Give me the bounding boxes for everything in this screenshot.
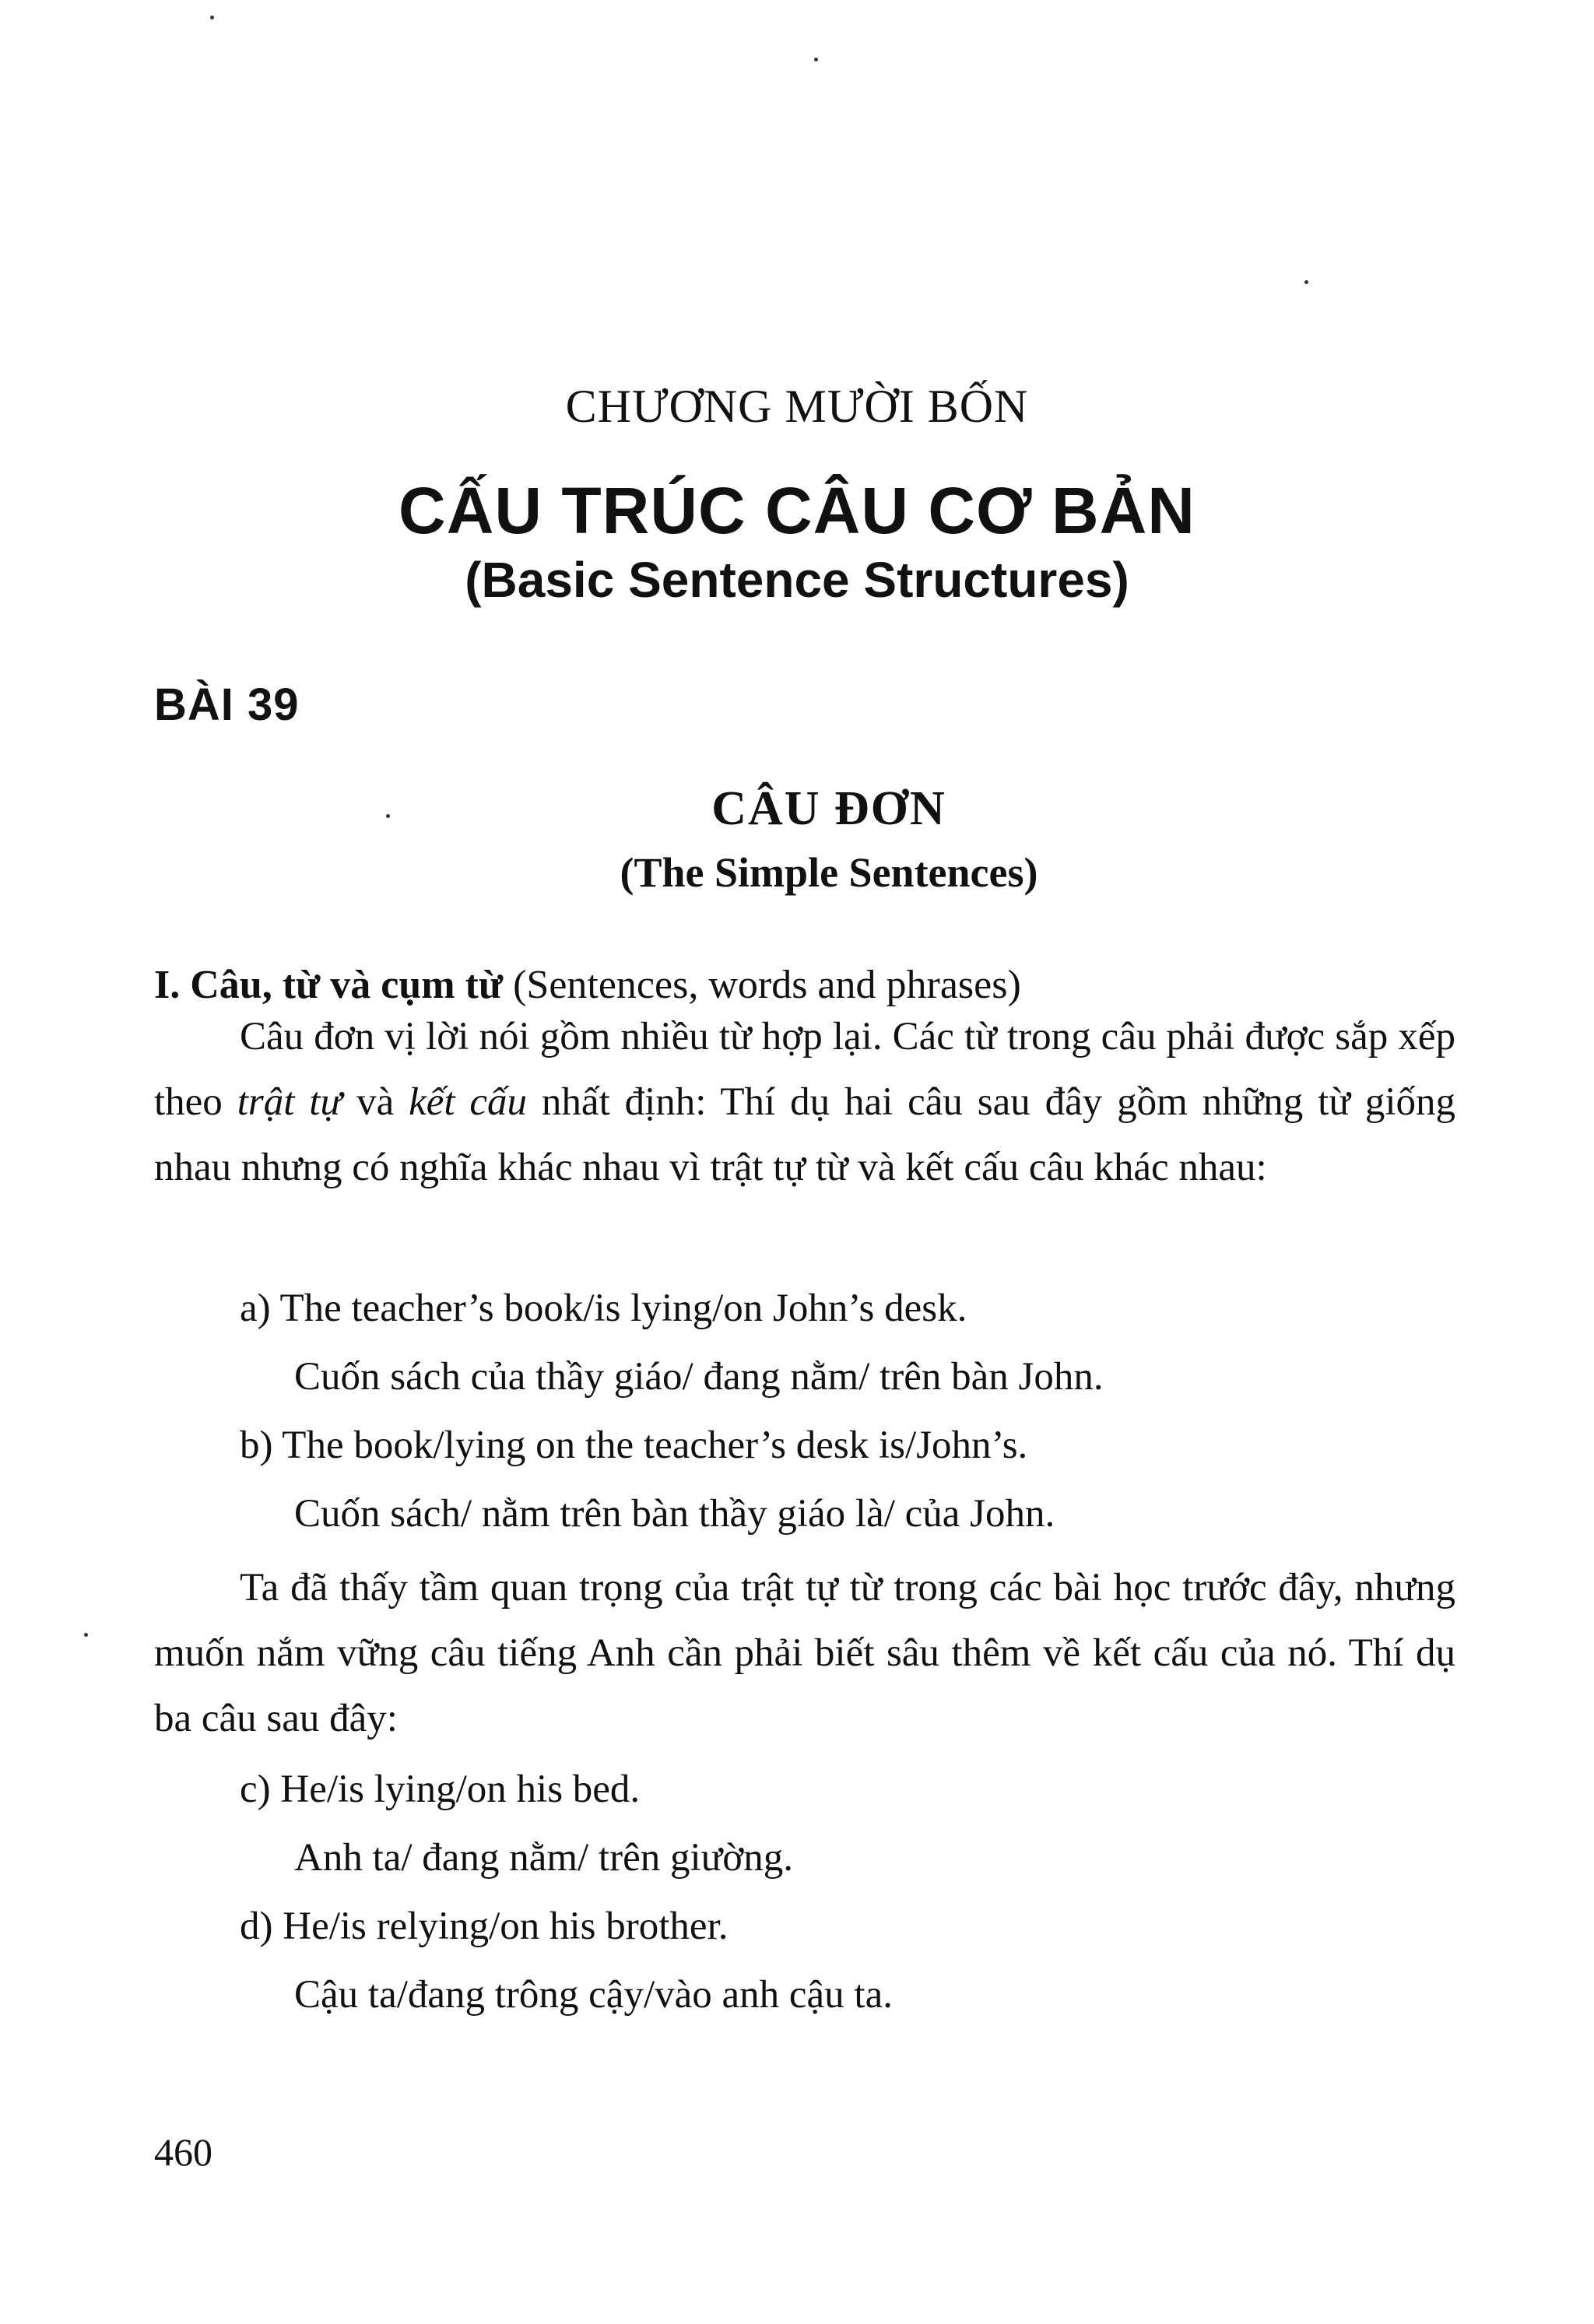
scan-speck bbox=[210, 16, 214, 19]
paragraph-1-part2: và bbox=[342, 1080, 409, 1124]
example-d-english: d) He/is relying/on his brother. bbox=[240, 1904, 729, 1948]
section-heading-rest: (Sentences, words and phrases) bbox=[503, 963, 1021, 1007]
paragraph-1 bbox=[154, 1004, 1455, 1200]
lesson-label: BÀI 39 bbox=[154, 679, 300, 730]
paragraph-1-part1: Câu đơn vị lời nói gồm nhiều từ hợp lại. Các từ trong câu phải được sắp xếp theo bbox=[154, 1015, 1455, 1124]
example-d-vietnamese: Cậu ta/đang trông cậy/vào anh cậu ta. bbox=[294, 1973, 893, 2017]
example-a-english: a) The teacher’s book/is lying/on John’s desk. bbox=[240, 1287, 967, 1330]
scan-speck bbox=[84, 1633, 88, 1637]
chapter-title: CẤU TRÚC CÂU CƠ BẢN bbox=[398, 474, 1196, 547]
paragraph-2: Ta đã thấy tầm quan trọng của trật tự từ trong các bài học trước đây, nhưng muốn nắm vững câu tiếng Anh cần phải biết sâu thêm về kết cấu của nó. Thí dụ ba câu sau đây: bbox=[154, 1566, 1455, 1740]
lesson-title: CÂU ĐƠN bbox=[711, 782, 946, 835]
example-c-vietnamese: Anh ta/ đang nằm/ trên giường. bbox=[294, 1836, 793, 1880]
scan-speck bbox=[814, 58, 818, 61]
chapter-label: CHƯƠNG MƯỜI BỐN bbox=[565, 381, 1029, 432]
example-b-vietnamese: Cuốn sách/ nằm trên bàn thầy giáo là/ của John. bbox=[294, 1492, 1055, 1536]
paragraph-1-italic1: trật tự bbox=[237, 1080, 342, 1124]
example-b-english: b) The book/lying on the teacher’s desk is/John’s. bbox=[240, 1424, 1028, 1467]
section-heading-bold: I. Câu, từ và cụm từ bbox=[154, 963, 504, 1007]
example-a-vietnamese: Cuốn sách của thầy giáo/ đang nằm/ trên bàn John. bbox=[294, 1355, 1104, 1399]
paragraph-1-italic2: kết cấu bbox=[409, 1080, 528, 1124]
page-number: 460 bbox=[154, 2130, 212, 2174]
paragraph-1-part3: nhất định: Thí dụ hai câu sau đây gồm những từ giống nhau nhưng có nghĩa khác nhau vì trật tự từ và kết cấu câu khác nhau: bbox=[154, 1080, 1456, 1189]
chapter-subtitle: (Basic Sentence Structures) bbox=[465, 552, 1129, 608]
example-c-english: c) He/is lying/on his bed. bbox=[240, 1768, 641, 1811]
section-heading bbox=[154, 962, 1021, 1008]
scan-speck bbox=[1304, 280, 1308, 284]
lesson-subtitle: (The Simple Sentences) bbox=[620, 849, 1038, 896]
